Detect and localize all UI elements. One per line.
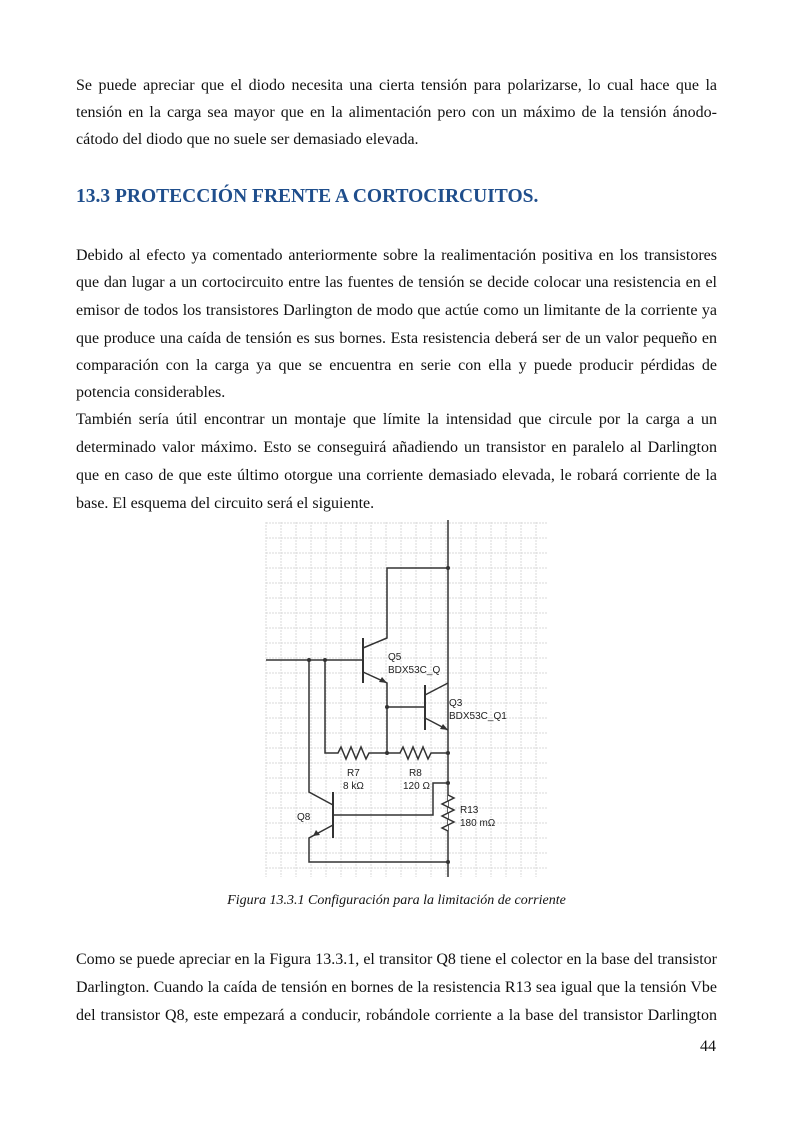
junctions	[307, 566, 450, 864]
r8-value: 120 Ω	[403, 781, 430, 792]
paragraph-line: tensión en la carga sea mayor que en la alimentación pero con un máximo de la tensión ánodo-	[76, 104, 717, 121]
paragraph-line: que en caso de que este último otorgue una corriente demasiado elevada, le robará corriente de la	[76, 467, 717, 484]
figure-caption: Figura 13.3.1 Configuración para la limitación de corriente	[227, 893, 566, 908]
r13-label: R13	[460, 805, 479, 816]
paragraph-line: También sería útil encontrar un montaje que límite la intensidad que circule por la carga a un	[76, 411, 717, 428]
paragraph-line: Como se puede apreciar en la Figura 13.3.1, el transitor Q8 tiene el colector en la base del transistor	[76, 951, 717, 968]
arrow-icon	[440, 724, 448, 730]
paragraph-line: que produce una caída de tensión es sus bornes. Esta resistencia deberá ser de un valor pequeño en	[76, 330, 717, 347]
q5-model: BDX53C_Q	[388, 665, 441, 676]
q3-model: BDX53C_Q1	[449, 711, 507, 722]
r13-value: 180 mΩ	[460, 818, 496, 829]
paragraph-line: emisor de todos los transistores Darlington de modo que actúe como un limitante de la corriente ya	[76, 302, 717, 319]
paragraph-line: Se puede apreciar que el diodo necesita una cierta tensión para polarizarse, lo cual hace que la	[76, 77, 717, 94]
q3-label: Q3	[449, 698, 463, 709]
paragraph-line: Darlington. Cuando la caída de tensión en bornes de la resistencia R13 sea igual que la tensión Vbe	[76, 979, 717, 996]
paragraph-line: potencia considerables.	[76, 384, 226, 401]
r8-label: R8	[409, 768, 422, 779]
paragraph-line: comparación con la carga ya que se encuentra en serie con ella y puede producir pérdidas de	[76, 357, 717, 374]
section-heading: 13.3 PROTECCIÓN FRENTE A CORTOCIRCUITOS.	[76, 186, 539, 207]
paragraph-line: determinado valor máximo. Esto se conseguirá añadiendo un transistor en paralelo al Darlington	[76, 439, 717, 456]
paragraph-line: base. El esquema del circuito será el siguiente.	[76, 495, 375, 512]
paragraph-line: cátodo del diodo que no suele ser demasiado elevada.	[76, 131, 419, 148]
paragraph-line: que dan lugar a un cortocircuito entre las fuentes de tensión se decide colocar una resistencia en el	[76, 274, 717, 291]
page-number: 44	[700, 1038, 716, 1055]
paragraph-line: Debido al efecto ya comentado anteriormente sobre la realimentación positiva en los transistores	[76, 247, 717, 264]
paragraph-line: del transistor Q8, este empezará a conducir, robándole corriente a la base del transistor Darlington	[76, 1007, 717, 1024]
q8-label: Q8	[297, 812, 311, 823]
r7-value: 8 kΩ	[343, 781, 364, 792]
r7-label: R7	[347, 768, 360, 779]
q5-label: Q5	[388, 652, 402, 663]
